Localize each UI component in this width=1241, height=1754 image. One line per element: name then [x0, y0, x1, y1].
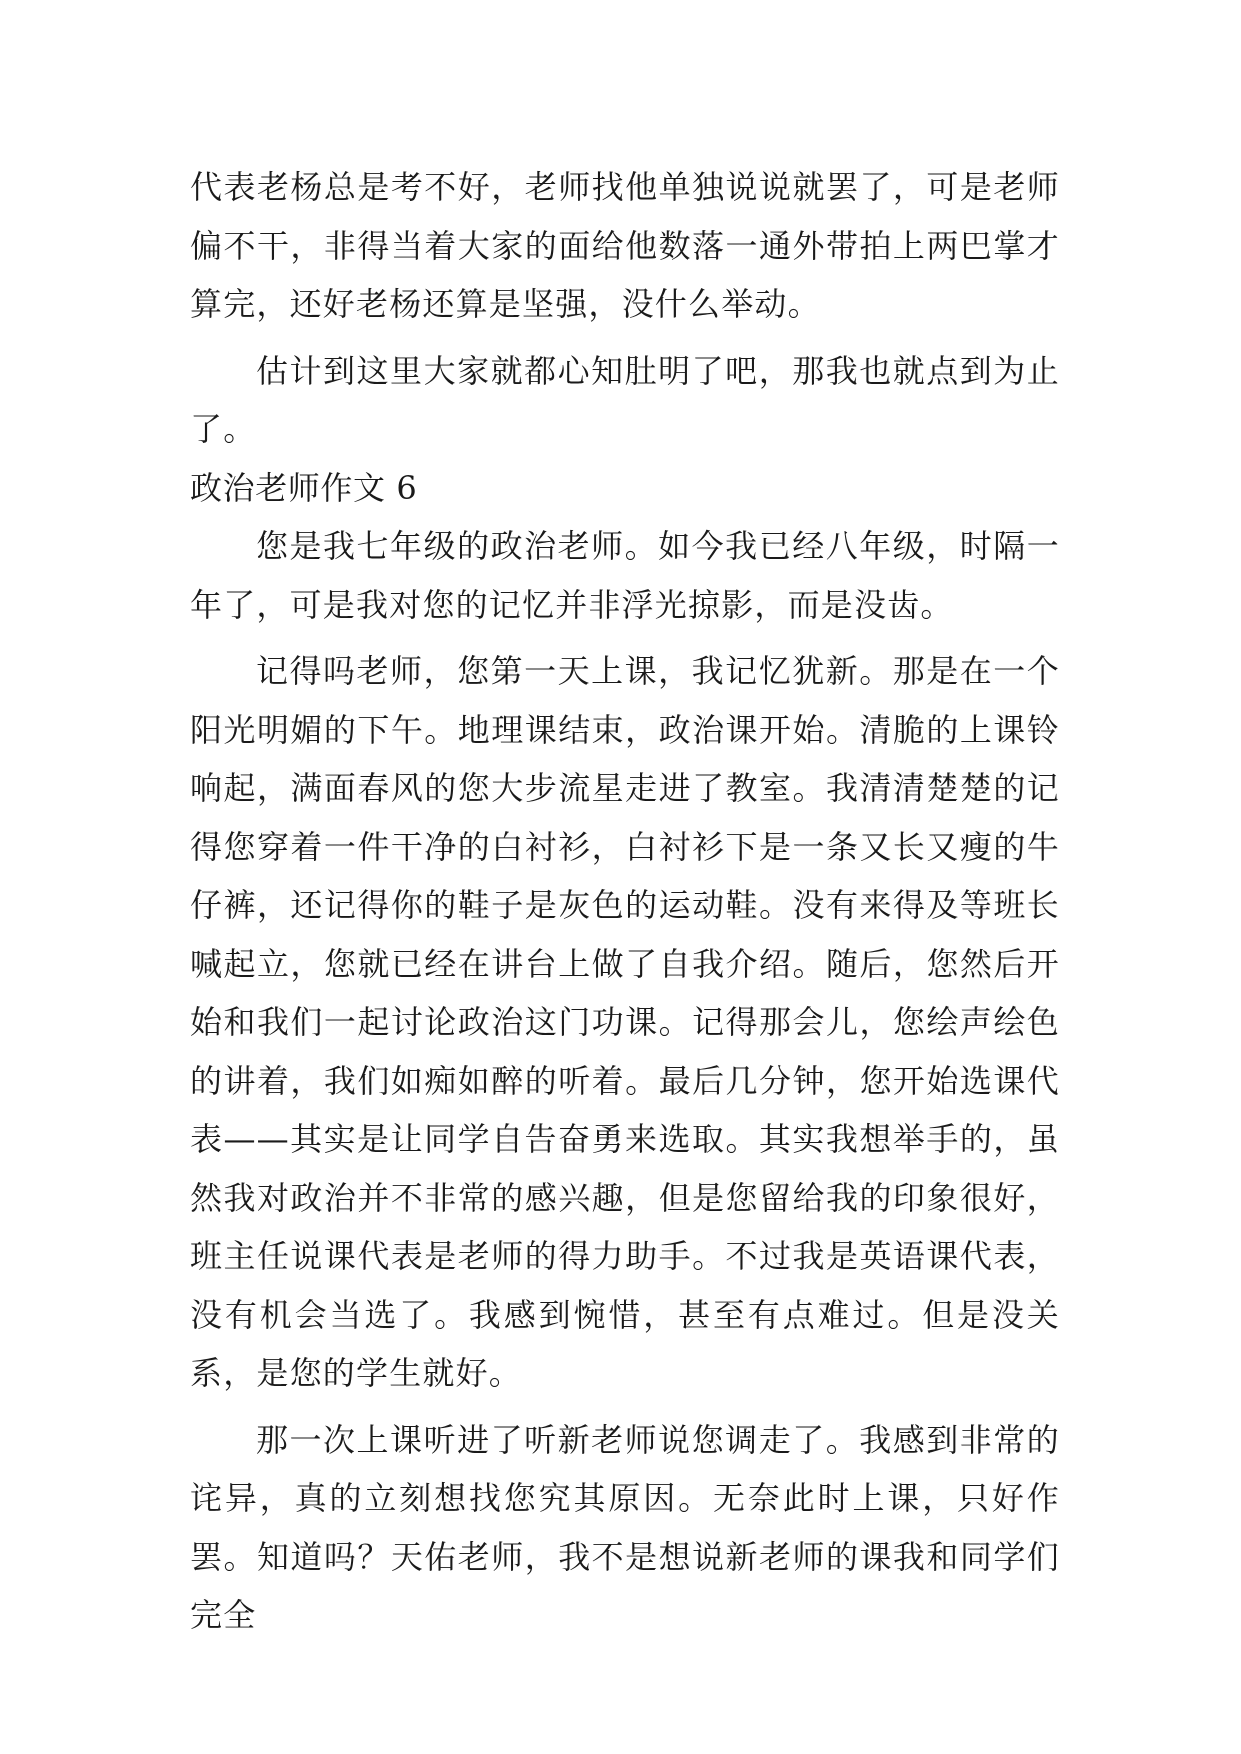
paragraph: 那一次上课听进了听新老师说您调走了。我感到非常的诧异，真的立刻想找您究其原因。无奈此时上课，只好作罢。知道吗？天佑老师，我不是想说新老师的课我和同学们完全	[190, 1420, 1060, 1634]
document-page	[190, 158, 1060, 1645]
paragraph: 您是我七年级的政治老师。如今我已经八年级，时隔一年了，可是我对您的记忆并非浮光掠影，而是没齿。	[190, 527, 1060, 624]
paragraph: 估计到这里大家就都心知肚明了吧，那我也就点到为止了。	[190, 351, 1060, 448]
section-title: 政治老师作文 6	[190, 468, 418, 507]
paragraph: 代表老杨总是考不好，老师找他单独说说就罢了，可是老师偏不干，非得当着大家的面给他数落一通外带拍上两巴掌才算完，还好老杨还算是坚强，没什么举动。	[190, 168, 1060, 323]
paragraph: 记得吗老师，您第一天上课，我记忆犹新。那是在一个阳光明媚的下午。地理课结束，政治课开始。清脆的上课铃响起，满面春风的您大步流星走进了教室。我清清楚楚的记得您穿着一件干净的白衬衫，白衬衫下是一条又长又瘦的牛仔裤，还记得你的鞋子是灰色的运动鞋。没有来得及等班长喊起立，您就已经在讲台上做了自我介绍。随后，您然后开始和我们一起讨论政治这门功课。记得那会儿，您绘声绘色的讲着，我们如痴如醉的听着。最后几分钟，您开始选课代表——其实是让同学自告奋勇来选取。其实我想举手的，虽然我对政治并不非常的感兴趣，但是您留给我的印象很好，班主任说课代表是老师的得力助手。不过我是英语课代表，没有机会当选了。我感到惋惜，甚至有点难过。但是没关系，是您的学生就好。	[190, 652, 1060, 1392]
